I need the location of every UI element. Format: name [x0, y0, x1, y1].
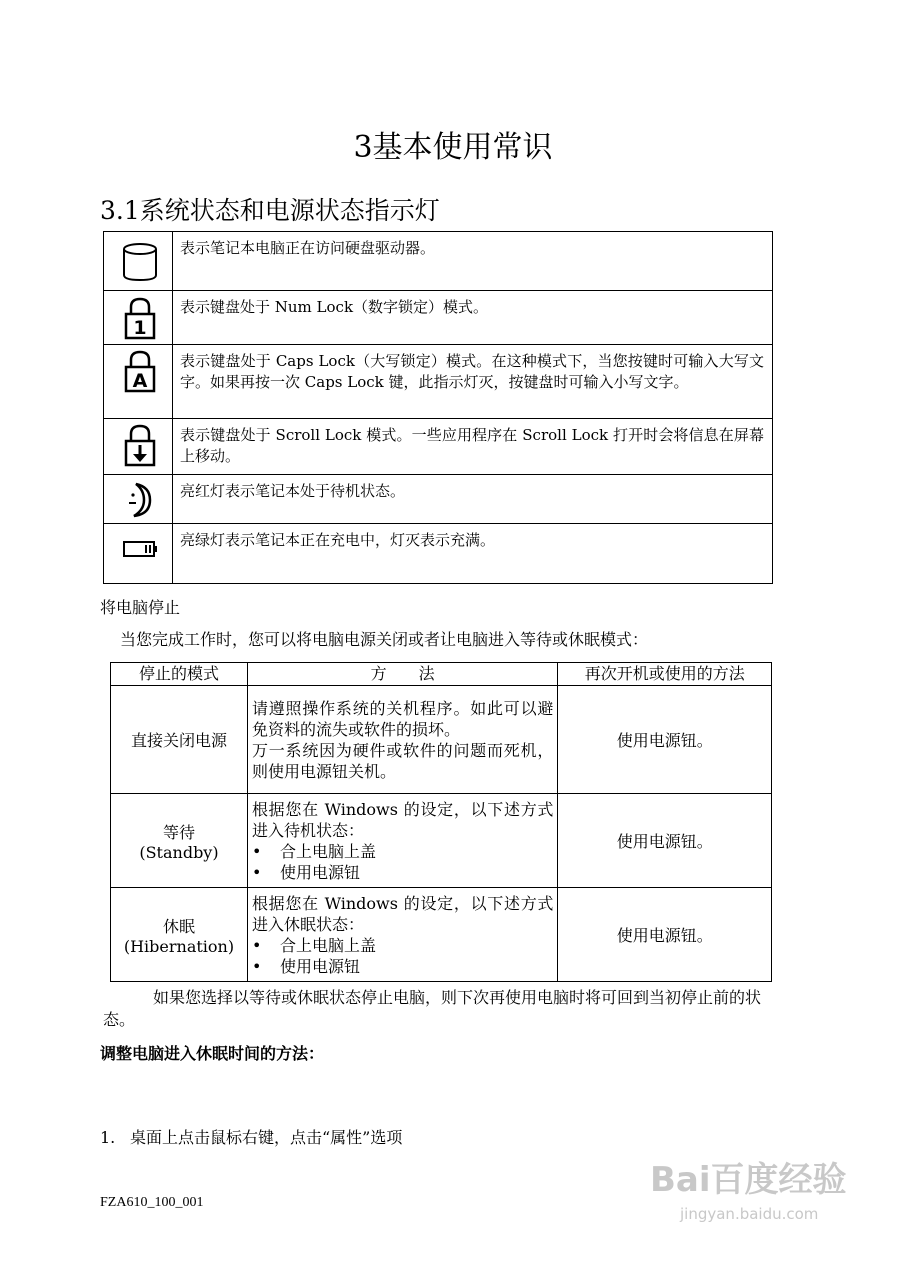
baidu-watermark-url: jingyan.baidu.com [680, 1205, 819, 1223]
indicator-row [104, 475, 772, 524]
shutdown-modes-table [110, 662, 772, 982]
column-header: 方 法 [247, 663, 557, 686]
column-header: 再次开机或使用的方法 [558, 663, 772, 686]
table-row [111, 794, 772, 888]
footer-code: FZA610_100_001 [100, 1195, 204, 1210]
restart-cell: 使用电源钮。 [558, 686, 772, 794]
table-header-row [111, 663, 772, 686]
section-heading: 3.1系统状态和电源状态指示灯 [100, 196, 440, 225]
restart-cell: 使用电源钮。 [558, 794, 772, 888]
indicator-description: 表示键盘处于 Scroll Lock 模式。一些应用程序在 Scroll Lock 打开时会将信息在屏幕上移动。 [180, 426, 764, 465]
indicator-description: 表示键盘处于 Caps Lock（大写锁定）模式。在这种模式下，当您按键时可输入大写文字。如果再按一次 Caps Lock 键，此指示灯灭，按键盘时可输入小写文字。 [180, 352, 764, 391]
indicator-row [104, 291, 772, 345]
indicator-description: 表示笔记本电脑正在访问硬盘驱动器。 [180, 239, 436, 257]
battery-icon [122, 538, 158, 562]
baidu-watermark-logo: Bai百度经验 [650, 1160, 847, 1200]
page-title: 3基本使用常识 [353, 130, 553, 165]
indicator-description: 表示键盘处于 Num Lock（数字锁定）模式。 [180, 298, 489, 316]
list-item: • 合上电脑上盖 [251, 935, 376, 955]
hard-disk-icon [122, 242, 158, 282]
mode-cell: 直接关闭电源 [111, 686, 248, 794]
column-header: 停止的模式 [111, 663, 248, 686]
shutdown-heading: 将电脑停止 [100, 598, 181, 617]
method-cell: 请遵照操作系统的关机程序。如此可以避免资料的流失或软件的损坏。 万一系统因为硬件或软件的问题而死机，则使用电源钮关机。 [247, 686, 557, 794]
mode-cell: 等待 (Standby) [111, 794, 248, 888]
standby-moon-icon [124, 481, 156, 519]
resume-note: 如果您选择以等待或休眠状态停止电脑，则下次再使用电脑时将可回到当初停止前的状态。 [103, 988, 762, 1029]
table-row [111, 888, 772, 982]
indicator-row [104, 419, 772, 475]
shutdown-intro: 当您完成工作时，您可以将电脑电源关闭或者让电脑进入等待或休眠模式： [120, 630, 649, 649]
restart-cell: 使用电源钮。 [558, 888, 772, 982]
caps-lock-icon [122, 349, 158, 395]
mode-cell: 休眠 (Hibernation) [111, 888, 248, 982]
step-number: 1. [100, 1128, 116, 1147]
indicator-row [104, 232, 772, 291]
step-text: 桌面上点击鼠标右键，点击“属性”选项 [130, 1128, 403, 1147]
list-item: • 合上电脑上盖 [251, 841, 376, 861]
svg-text:1: 1 [133, 317, 147, 339]
scroll-lock-icon [122, 423, 158, 469]
list-item: • 使用电源钮 [251, 862, 360, 882]
indicator-table [103, 231, 773, 584]
indicator-row [104, 345, 772, 419]
indicator-description: 亮绿灯表示笔记本正在充电中，灯灭表示充满。 [180, 531, 496, 549]
indicator-description: 亮红灯表示笔记本处于待机状态。 [180, 482, 406, 500]
method-cell: 根据您在 Windows 的设定，以下述方式进入待机状态： • 合上电脑上盖 • 使用电源钮 [247, 794, 557, 888]
num-lock-icon [122, 296, 158, 342]
indicator-row [104, 524, 772, 583]
table-row [111, 686, 772, 794]
method-cell: 根据您在 Windows 的设定，以下述方式进入休眠状态： • 合上电脑上盖 • 使用电源钮 [247, 888, 557, 982]
list-item: • 使用电源钮 [251, 956, 360, 976]
hibernate-heading: 调整电脑进入休眠时间的方法： [100, 1044, 325, 1063]
svg-text:A: A [132, 370, 148, 392]
